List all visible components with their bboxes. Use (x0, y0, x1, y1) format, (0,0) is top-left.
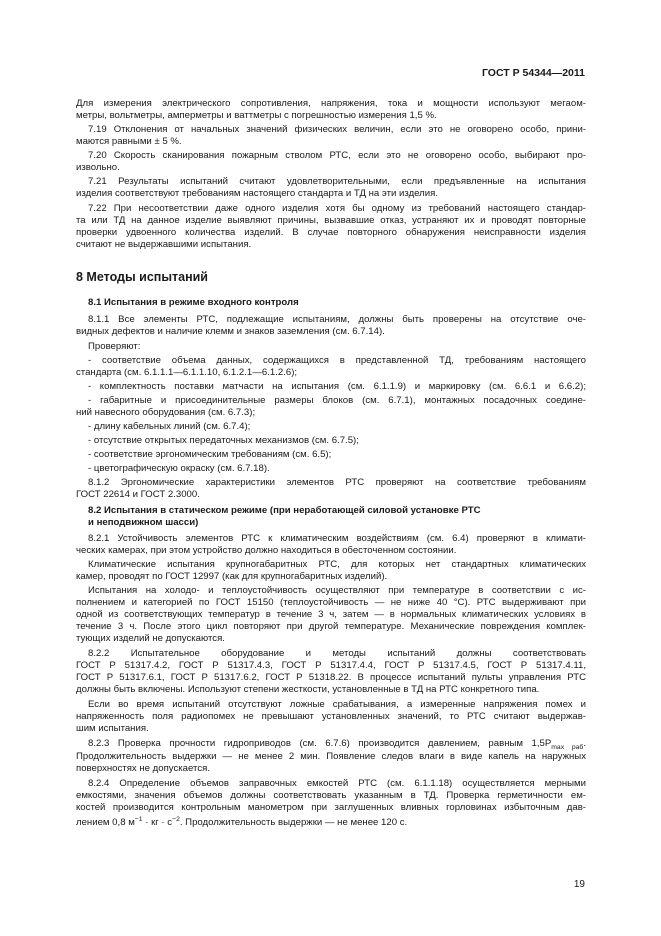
subsection-heading: 8.2 Испытания в статическом режиме (при неработающей силовой установке РТС (88, 505, 481, 516)
text-line: должны быть включены. Используют степени жесткости, установленные в ТД на РТС конкретного типа. (76, 684, 540, 695)
text-line: напряженность поля радиопомех не превышают установленных значений, то РТС считают выдержав- (76, 711, 586, 722)
text-line: полнением и категорией по ГОСТ 15150 (теплоустойчивость — не ниже 40 °С). РТС выдерживают при (76, 597, 586, 608)
text-line: 8.2.1 Устойчивость элементов РТС к климатическим воздействиям (см. 6.4) проверяют в климати- (88, 533, 586, 544)
standard-number: ГОСТ Р 54344—2011 (481, 67, 585, 79)
text-line: ГОСТ Р 51317.4.2, ГОСТ Р 51317.4.3, ГОСТ Р 51317.4.4, ГОСТ Р 51317.4.5, ГОСТ Р 51317.4.11, (76, 660, 586, 671)
text-segment: 8.2.3 Проверка прочности гидроприводов (см. 6.7.6) производится давлением, равным 1,5P (88, 738, 552, 749)
text-line: 8.1.1 Все элементы РТС, подлежащие испытаниям, должны быть проверены на отсутствие оче- (88, 314, 586, 325)
text-line: - соответствие эргономическим требованиям (см. 6.5); (88, 449, 332, 460)
section-title: 8 Методы испытаний (76, 270, 208, 284)
text-line: Для измерения электрического сопротивления, напряжения, тока и мощности используют мегаом- (76, 98, 586, 109)
text-segment: · кг · с (142, 817, 173, 829)
text-line: ческих камерах, при этом устройство должно находиться в обесточенном состоянии. (76, 545, 457, 556)
text-line: тующих изделий не допускаются. (76, 633, 225, 644)
superscript: −1 (134, 816, 143, 823)
text-line: Проверяют: (88, 341, 141, 352)
text-line: - соответствие объема данных, содержащихся в представленной ТД, требованиям настоящего (88, 355, 586, 366)
text-line: Продолжительность выдержки — не менее 2 мин. Появление следов влаги в виде капель на наружных (76, 751, 586, 762)
text-line: шим испытания. (76, 723, 149, 734)
text-line: изделия соответствуют требованиям настоящего стандарта и ТД на эти изделия. (76, 188, 439, 199)
page-number: 19 (573, 879, 585, 890)
text-line: Климатические испытания крупногабаритных РТС, для которых нет стандартных климатических (88, 559, 586, 570)
text-line: извольно. (76, 162, 120, 173)
text-line: ГОСТ Р 51317.6.1, ГОСТ Р 51317.6.2, ГОСТ Р 51318.22. В процессе испытаний пульты управления РТС (76, 672, 586, 683)
text-line: - габаритные и присоединительные размеры блоков (см. 6.7.1), монтажных посадочных соедине- (88, 395, 586, 406)
text-line: течение 3 ч. После этого цикл повторяют при другой температуре. Механические повреждения комплек- (76, 621, 586, 632)
text-line: камер, проводят по ГОСТ 12997 (как для крупногабаритных изделий). (76, 571, 388, 582)
text-line: 8.2.2 Испытательное оборудование и методы испытаний должны соответствовать (88, 648, 586, 659)
subsection-heading: и неподвижном шасси) (88, 517, 199, 528)
text-line: считают не выдержавшими испытания. (76, 239, 252, 250)
text-line: - длину кабельных линий (см. 6.7.4); (88, 421, 251, 432)
text-line: 8.2.4 Определение объемов заправочных емкостей РТС (см. 6.1.1.18) осуществляется мерными (88, 778, 586, 789)
subsection-heading: 8.1 Испытания в режиме входного контроля (88, 297, 299, 308)
text-line: проверки удвоенного количества изделий. В случае повторного обнаружения неисправности изделия (76, 227, 586, 238)
text-line: поверхностях не допускается. (76, 763, 210, 774)
text-line: ний навесного оборудования (см. 6.7.3); (76, 407, 256, 418)
text-segment: . (583, 738, 586, 749)
text-line-with-superscript (76, 814, 586, 829)
text-line: 7.22 При несоответствии даже одного изделия хотя бы одному из требований настоящего стандар- (88, 203, 586, 214)
text-line: 7.21 Результаты испытаний считают удовлетворительными, если предъявленные на испытания (88, 176, 586, 187)
text-line: - отсутствие открытых передаточных механизмов (см. 6.7.5); (88, 435, 359, 446)
text-segment: . Продолжительность выдержки — не менее 120 с. (179, 817, 408, 829)
text-line: 7.19 Отклонения от начальных значений физических величин, если это не оговорено особо, прини- (88, 124, 586, 135)
text-line: стандарта (см. 6.1.1.1—6.1.1.10, 6.1.2.1—6.1.2.6); (76, 367, 298, 378)
text-line: маются равными ± 5 %. (76, 136, 182, 147)
text-segment: лением 0,8 м (76, 817, 135, 829)
text-line: Испытания на холодо- и теплоустойчивость осуществляют при температуре в соответствии с ис- (88, 585, 586, 596)
text-line: та или ТД на данное изделие выявляют причины, вызвавшие отказ, устраняют их и проводят повторные (76, 215, 586, 226)
text-line: 8.1.2 Эргономические характеристики элементов РТС проверяют на соответствие требованиям (88, 477, 586, 488)
text-line: Если во время испытаний отсутствуют ложные срабатывания, а измеренные напряжения помех и (88, 699, 586, 710)
text-line: - комплектность поставки матчасти на испытания (см. 6.1.1.9) и маркировку (см. 6.6.1 и 6.6.2); (88, 381, 586, 392)
text-line: метры, вольтметры, амперметры и ваттметры с погрешностью измерения 1,5 %. (76, 110, 437, 121)
text-line: одной из соответствующих температур в течение 3 ч, затем — в нормальных климатических условиях в (76, 609, 586, 620)
text-line: - цветографическую окраску (см. 6.7.18). (88, 463, 270, 474)
superscript: −2 (172, 816, 180, 823)
text-line: костей производится контрольным манометром при заглушенных вливных горловинах избыточным дав- (76, 802, 586, 813)
subscript: max раб (551, 743, 584, 751)
text-line: 7.20 Скорость сканирования пожарным стволом РТС, если это не оговорено особо, выбирают про- (88, 150, 586, 161)
text-line: ГОСТ 22614 и ГОСТ 2.3000. (76, 489, 200, 500)
text-line: видных дефектов и наличие клемм и знаков заземления (см. 6.7.14). (76, 326, 385, 337)
text-line: емкостями, значения объемов должны соответствовать указанным в ТД. Проверка герметичности ем- (76, 790, 586, 801)
